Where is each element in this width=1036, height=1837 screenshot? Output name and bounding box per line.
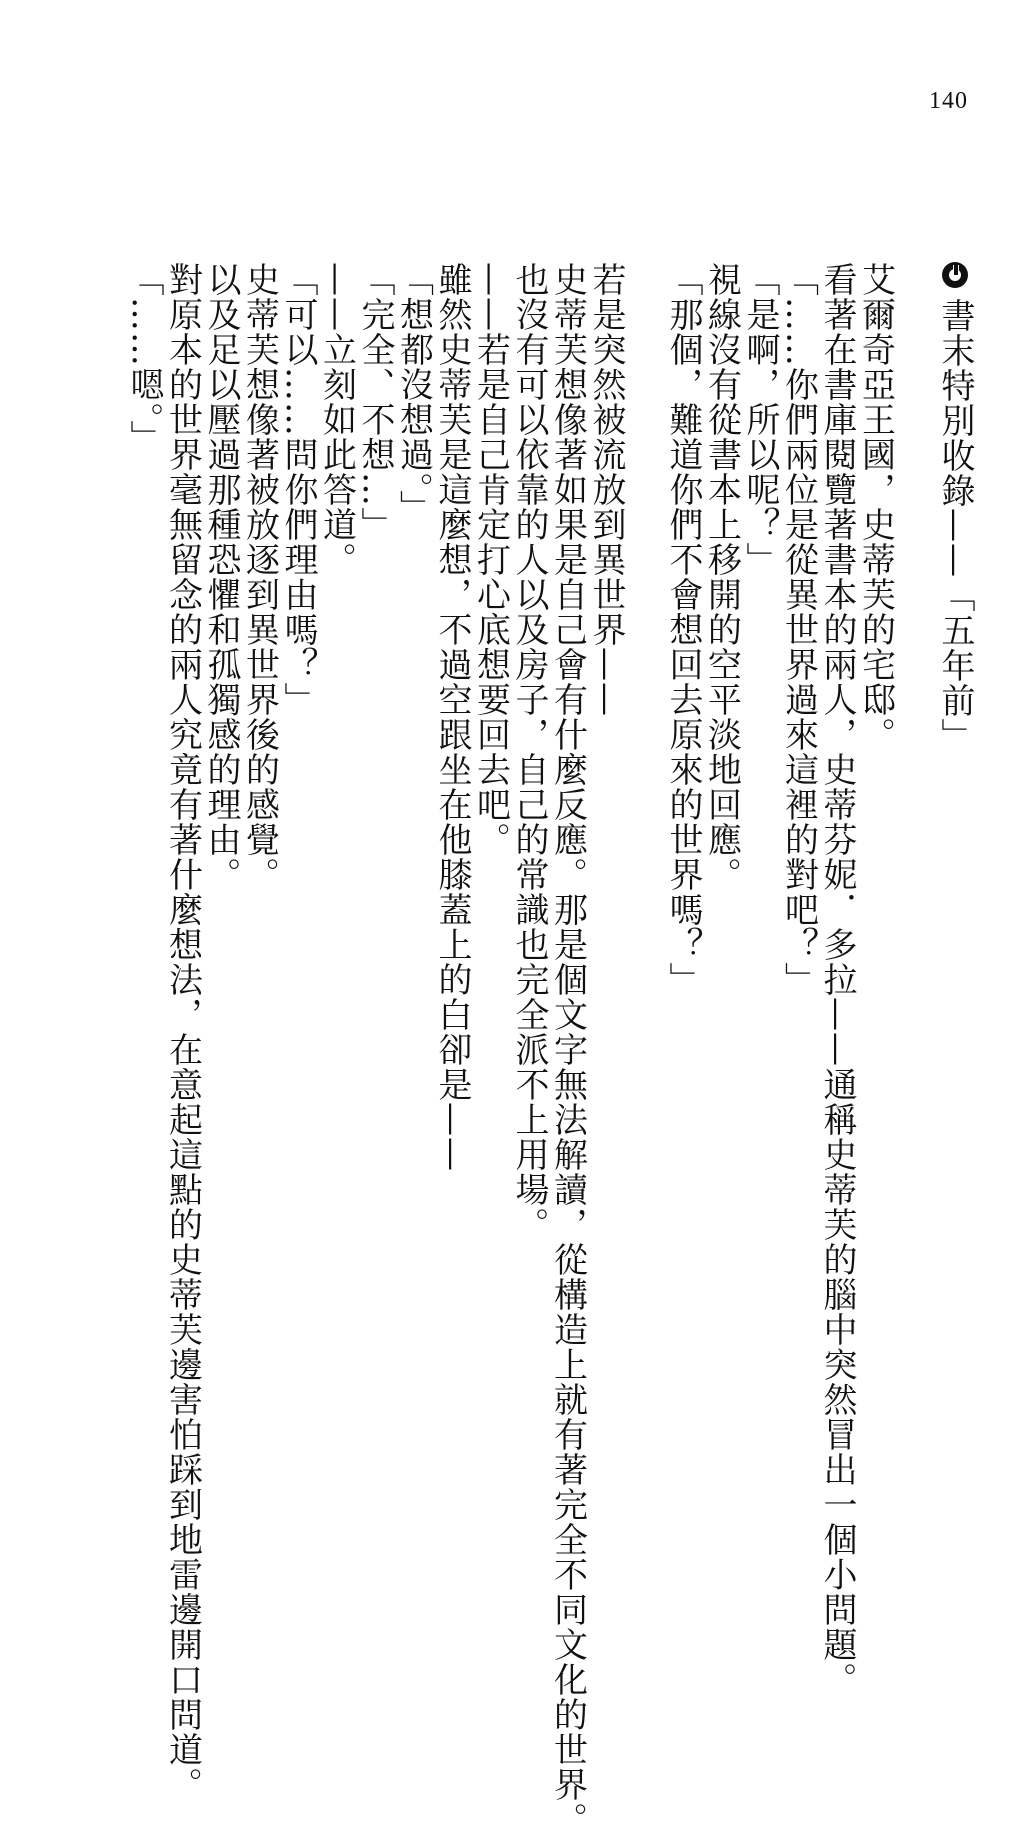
paragraph: 「是啊，所以呢？」 <box>740 262 780 577</box>
paragraph: 雖然史蒂芙是這麼想，不過空跟坐在他膝蓋上的白卻是—— <box>432 262 472 1172</box>
paragraph: 對原本的世界毫無留念的兩人究竟有著什麼想法，在意起這點的史蒂芙邊害怕踩到地雷邊開口問道。 <box>162 262 203 1802</box>
section-break <box>625 262 664 1422</box>
paragraph: 「……嗯。」 <box>124 262 164 455</box>
paragraph: 「那個，難道你們不會想回去原來的世界嗎？」 <box>663 262 703 997</box>
chapter-heading <box>936 262 975 1422</box>
paragraph: 史蒂芙想像著如果是自己會有什麼反應。那是個文字無法解讀，從構造上就有著完全不同文化的世界。 <box>547 262 588 1837</box>
paragraph: 「……你們兩位是從異世界過來這裡的對吧？」 <box>778 262 819 997</box>
paragraph: ——立刻如此答道。 <box>316 262 357 577</box>
chapter-heading-text: 書末特別收錄——「五年前」 <box>935 298 975 753</box>
paragraph: ——若是自己肯定打心底想要回去吧。 <box>470 262 511 857</box>
paragraph: 也沒有可以依靠的人以及房子，自己的常識也完全派不上用場。 <box>509 262 549 1242</box>
power-symbol-icon <box>942 262 968 288</box>
paragraph: 以及足以壓過那種恐懼和孤獨感的理由。 <box>201 262 241 892</box>
page-number: 140 <box>929 88 968 114</box>
paragraph: 史蒂芙想像著被放逐到異世界後的感覺。 <box>239 262 280 892</box>
paragraph: 視線沒有從書本上移開的空平淡地回應。 <box>701 262 742 892</box>
vertical-text-body <box>124 262 975 1837</box>
paragraph: 「可以……問你們理由嗎？」 <box>278 262 318 717</box>
paragraph: 「完全、不想…」 <box>355 262 395 542</box>
paragraph: 若是突然被流放到異世界—— <box>586 262 626 717</box>
paragraph: 艾爾奇亞王國，史蒂芙的宅邸。 <box>855 262 896 752</box>
paragraph: 看著在書庫閱覽著書本的兩人，史蒂芬妮．多拉——通稱史蒂芙的腦中突然冒出一個小問題。 <box>817 262 857 1697</box>
paragraph: 「想都沒想過。」 <box>393 262 434 525</box>
